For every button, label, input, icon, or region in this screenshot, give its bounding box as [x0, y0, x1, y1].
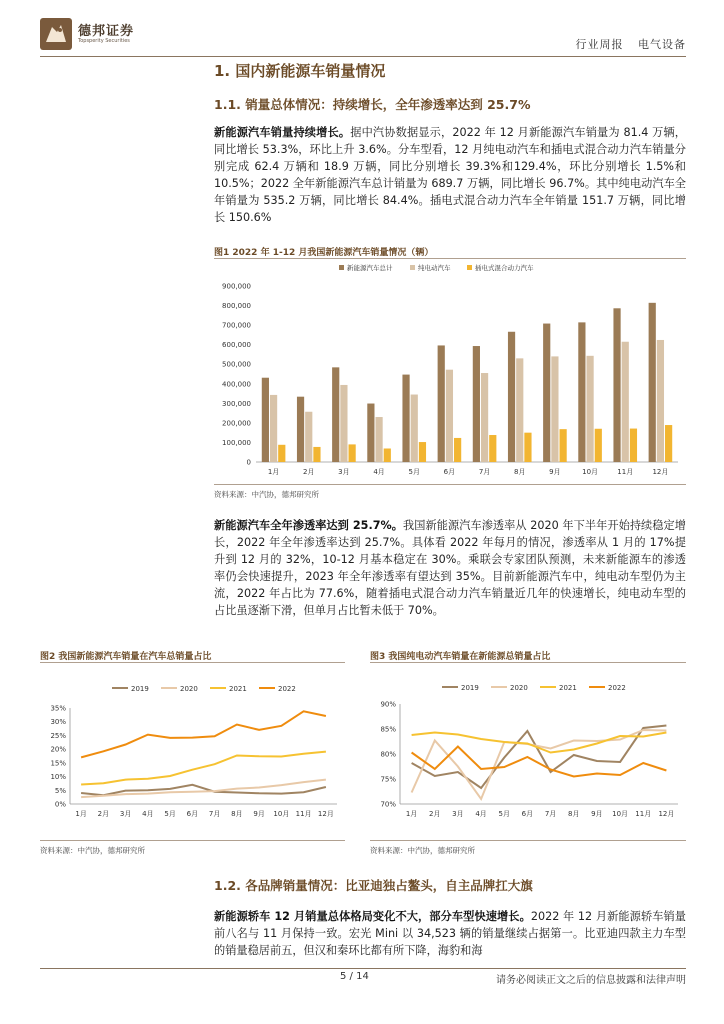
bar-1-2	[297, 397, 304, 462]
x-tick-label: 1月	[267, 468, 280, 476]
paragraph-lead: 新能源汽车全年渗透率达到 25.7%。	[214, 519, 403, 532]
x-tick-label: 2月	[429, 810, 441, 818]
section-title: 1. 国内新能源车销量情况	[214, 62, 386, 80]
bar-1-5	[402, 375, 409, 462]
x-tick-label: 7月	[478, 468, 491, 476]
page-header	[40, 14, 686, 58]
x-tick-label: 4月	[475, 810, 487, 818]
x-tick-label: 3月	[452, 810, 464, 818]
bar-2-3	[340, 385, 347, 462]
legend-label-2020: 2020	[510, 684, 528, 692]
bar-3-11	[630, 429, 637, 462]
x-tick-label: 12月	[652, 468, 669, 476]
series-line-2022	[81, 711, 326, 757]
figure-2-line-chart	[40, 668, 345, 836]
x-tick-label: 9月	[549, 468, 561, 476]
bar-1-8	[508, 332, 515, 462]
bar-1-10	[578, 322, 585, 462]
figure-2-source: 资料来源：中汽协，德邦研究所	[40, 846, 145, 855]
subsection-title-2: 1.2. 各品牌销量情况：比亚迪独占鳌头，自主品牌扛大旗	[214, 878, 533, 893]
header-divider	[40, 56, 686, 57]
bar-1-9	[543, 324, 550, 462]
x-tick-label: 11月	[635, 810, 652, 818]
legend-label-3: 插电式混合动力汽车	[475, 264, 534, 272]
y-tick-label: 0%	[54, 800, 66, 809]
y-tick-label: 0	[246, 458, 251, 467]
x-tick-label: 9月	[253, 810, 265, 818]
bar-3-3	[349, 444, 356, 462]
figure-3-bottom-rule	[370, 840, 686, 841]
bar-2-10	[586, 356, 593, 462]
y-tick-label: 900,000	[222, 282, 251, 291]
x-tick-label: 12月	[317, 810, 334, 818]
bar-2-8	[516, 358, 523, 462]
x-tick-label: 2月	[303, 468, 315, 476]
y-tick-label: 800,000	[222, 302, 251, 311]
bar-1-3	[332, 367, 339, 462]
bar-2-12	[657, 340, 664, 462]
footer-divider	[40, 968, 686, 969]
figure-2-top-rule	[40, 662, 345, 663]
y-tick-label: 70%	[380, 800, 396, 809]
bar-2-4	[375, 417, 382, 462]
bar-3-6	[454, 438, 461, 462]
bar-2-6	[446, 370, 453, 462]
bar-2-11	[622, 342, 629, 462]
bar-3-5	[419, 442, 426, 462]
y-tick-label: 90%	[380, 700, 396, 709]
bar-2-1	[270, 395, 277, 462]
bar-1-12	[649, 303, 656, 462]
y-tick-label: 300,000	[222, 399, 251, 408]
bar-1-4	[367, 404, 374, 462]
paragraph-body: 我国新能源汽车渗透率从 2020 年下半年开始持续稳定增长，2022 年全年渗透率达到 25.7%。具体看 2022 年每月的情况，渗透率从 1 月的 17%提升到 12 月的 32%，10-12 月基本稳定在 30%。乘联会专家团队预测，未来新能源车的渗透率仍会快速提升，2023 年全年渗透率有望达到 35%。目前新能源汽车中，纯电动车型仍为主流，2022 年占比为 77.6%，随着插电式混合动力汽车销量近几年的快速增长，纯电动车型的占比虽逐渐下滑，但单月占比暂未低于 70%。	[214, 519, 686, 617]
figure-2-title: 图2 我国新能源汽车销量在汽车总销量占比	[40, 652, 212, 662]
bar-1-6	[438, 345, 445, 462]
paragraph-lead: 新能源汽车销量持续增长。	[214, 126, 351, 139]
figure-3-title: 图3 我国纯电动汽车销量在新能源总销量占比	[370, 652, 551, 662]
bar-3-7	[489, 435, 496, 462]
y-tick-label: 80%	[380, 750, 396, 759]
y-tick-label: 25%	[50, 731, 66, 740]
brand-logo-icon	[40, 18, 72, 50]
figure-2-bottom-rule	[40, 840, 345, 841]
paragraph-body: 2022 年 12 月新能源轿车销量前八名与 11 月保持一致。宏光 Mini 以 34,523 辆的销量继续占据第一。比亚迪四款主力车型的销量稳居前五，但汉和秦环比都有所下降，海豹和海	[214, 910, 686, 957]
y-tick-label: 10%	[50, 773, 66, 782]
y-tick-label: 100,000	[222, 438, 251, 447]
x-tick-label: 9月	[591, 810, 603, 818]
y-tick-label: 700,000	[222, 321, 251, 330]
bar-3-9	[560, 429, 567, 462]
figure-3-source: 资料来源：中汽协，德邦研究所	[370, 846, 475, 855]
bar-2-7	[481, 373, 488, 462]
x-tick-label: 7月	[544, 810, 557, 818]
figure-3-top-rule	[370, 662, 686, 663]
figure-1-top-rule	[214, 258, 686, 259]
bar-2-9	[551, 356, 558, 462]
legend-swatch-3	[467, 265, 472, 270]
x-tick-label: 6月	[521, 810, 534, 818]
y-tick-label: 500,000	[222, 360, 251, 369]
y-tick-label: 75%	[380, 775, 396, 784]
x-tick-label: 5月	[164, 810, 176, 818]
x-tick-label: 2月	[97, 810, 110, 818]
bar-3-8	[524, 433, 531, 462]
y-tick-label: 85%	[380, 725, 396, 734]
y-tick-label: 20%	[50, 745, 66, 754]
x-tick-label: 6月	[186, 810, 199, 818]
x-tick-label: 11月	[295, 810, 312, 818]
legend-label-1: 新能源汽车总计	[347, 264, 393, 272]
x-tick-label: 8月	[514, 468, 526, 476]
x-tick-label: 4月	[373, 468, 385, 476]
x-tick-label: 10月	[612, 810, 629, 818]
x-tick-label: 3月	[338, 468, 350, 476]
x-tick-label: 1月	[405, 810, 418, 818]
bar-2-2	[305, 412, 312, 462]
legend-label-2021: 2021	[559, 684, 577, 692]
y-tick-label: 600,000	[222, 341, 251, 350]
paragraph-brand-sales	[214, 908, 686, 959]
x-tick-label: 7月	[208, 810, 221, 818]
brand-name-en: Topsperity Securities	[78, 38, 130, 44]
figure-1-title: 图1 2022 年 1-12 月我国新能源汽车销量情况（辆）	[214, 248, 434, 258]
bar-3-10	[595, 429, 602, 462]
x-tick-label: 6月	[443, 468, 456, 476]
bar-1-7	[473, 346, 480, 462]
x-tick-label: 3月	[119, 810, 132, 818]
x-tick-label: 5月	[498, 810, 510, 818]
x-tick-label: 8月	[231, 810, 243, 818]
x-tick-label: 12月	[658, 810, 675, 818]
legend-swatch-2	[410, 265, 415, 270]
industry-name: 电气设备	[638, 38, 686, 51]
paragraph-sales-growth	[214, 124, 686, 226]
series-line-2021	[81, 752, 326, 785]
legend-label-2020: 2020	[180, 685, 198, 693]
y-tick-label: 35%	[50, 704, 66, 713]
bar-3-2	[313, 447, 320, 462]
x-tick-label: 10月	[273, 810, 290, 818]
paragraph-lead: 新能源轿车 12 月销量总体格局变化不大，部分车型快速增长。	[214, 910, 531, 923]
figure-1-source: 资料来源：中汽协，德邦研究所	[214, 490, 319, 499]
y-tick-label: 200,000	[222, 419, 251, 428]
footer-disclaimer: 请务必阅读正文之后的信息披露和法律声明	[496, 975, 686, 986]
y-tick-label: 400,000	[222, 380, 251, 389]
legend-label-2021: 2021	[229, 685, 247, 693]
bar-1-11	[613, 308, 620, 462]
paragraph-penetration	[214, 517, 686, 619]
series-line-2020	[412, 730, 667, 799]
legend-label-2: 纯电动汽车	[418, 264, 451, 272]
bar-3-1	[278, 445, 285, 462]
subsection-title-1: 1.1. 销量总体情况：持续增长，全年渗透率达到 25.7%	[214, 97, 531, 112]
series-line-2019	[81, 785, 326, 795]
x-tick-label: 10月	[582, 468, 599, 476]
brand-name: 德邦证券	[78, 24, 135, 39]
y-tick-label: 30%	[50, 718, 66, 727]
x-tick-label: 5月	[408, 468, 420, 476]
figure-1-bottom-rule	[214, 484, 686, 485]
legend-label-2019: 2019	[461, 684, 479, 692]
figure-1-bar-chart	[214, 260, 686, 482]
bar-2-5	[411, 395, 418, 462]
x-tick-label: 8月	[568, 810, 580, 818]
legend-label-2022: 2022	[278, 685, 296, 693]
page-number: 5 / 14	[340, 971, 369, 982]
figure-3-line-chart	[370, 668, 686, 836]
bar-3-4	[384, 449, 391, 462]
report-tags	[566, 36, 687, 52]
x-tick-label: 4月	[142, 810, 154, 818]
y-tick-label: 5%	[54, 786, 66, 795]
bar-1-1	[262, 378, 269, 462]
paragraph-body: 据中汽协数据显示，2022 年 12 月新能源汽车销量为 81.4 万辆，同比增长 53.3%，环比上升 3.6%。分车型看，12 月纯电动汽车和插电式混合动力汽车销量分别完成 62.4 万辆和 18.9 万辆，同比分别增长 39.3%和129.4%，环比分别增长 1.5%和 10.5%；2022 全年新能源汽车总计销量为 689.7 万辆，同比增长 96.7%。其中纯电动汽车全年销量为 535.2 万辆，同比增长 84.4%。插电式混合动力汽车全年销量 151.7 万辆，同比增长 150.6%	[214, 126, 686, 224]
x-tick-label: 11月	[617, 468, 634, 476]
legend-swatch-1	[339, 265, 344, 270]
report-type: 行业周报	[575, 38, 624, 51]
bar-3-12	[665, 425, 672, 462]
legend-label-2019: 2019	[131, 685, 149, 693]
x-tick-label: 1月	[75, 810, 87, 818]
legend-label-2022: 2022	[608, 684, 626, 692]
y-tick-label: 15%	[50, 759, 66, 768]
